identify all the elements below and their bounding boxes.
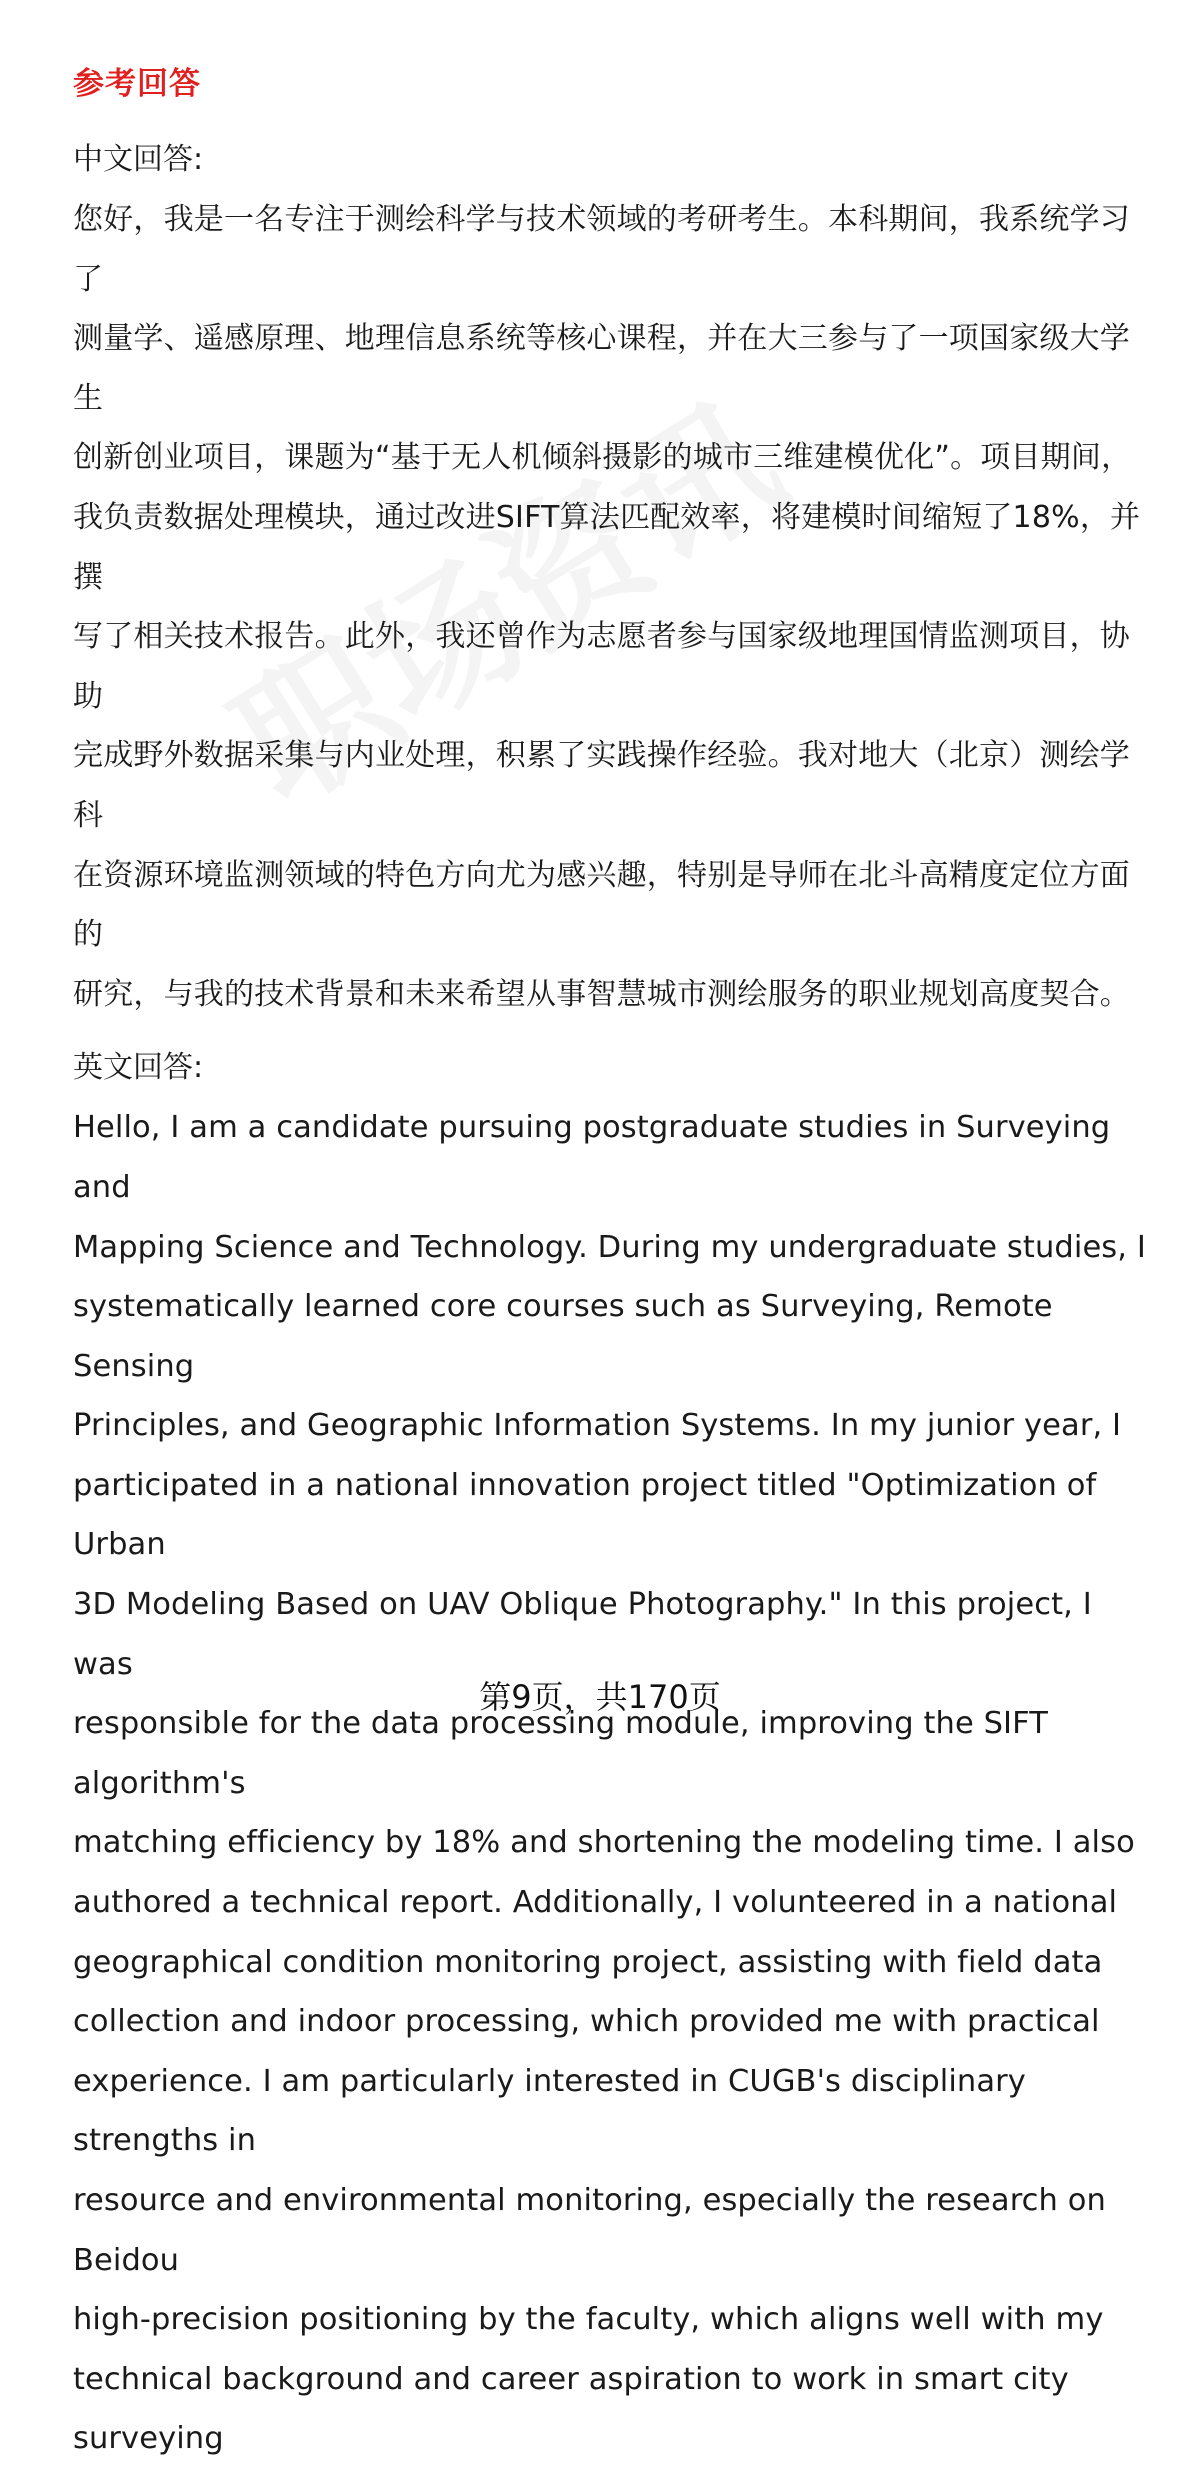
text-line: 在资源环境监测领域的特色方向尤为感兴趣，特别是导师在北斗高精度定位方面的 xyxy=(73,857,1130,953)
section-heading: 参考回答 xyxy=(73,66,201,102)
page-number: 第9页，共170页 xyxy=(479,1678,721,1716)
text-line: collection and indoor processing, which provided me with practical xyxy=(73,2004,1100,2040)
text-line: high-precision positioning by the faculty, which aligns well with my xyxy=(73,2302,1104,2338)
text-line: experience. I am particularly interested in CUGB's disciplinary strengths in xyxy=(73,2063,1026,2159)
text-line: 3D Modeling Based on UAV Oblique Photography." In this project, I was xyxy=(73,1587,1092,1682)
text-line: geographical condition monitoring project, assisting with field data xyxy=(73,1944,1103,1980)
english-answer-label: 英文回答: xyxy=(73,1050,204,1086)
text-line: Principles, and Geographic Information Systems. In my junior year, I xyxy=(73,1408,1122,1444)
text-line: 完成野外数据采集与内业处理，积累了实践操作经验。我对地大（北京）测绘学科 xyxy=(73,738,1130,833)
text-line: authored a technical report. Additionally, I volunteered in a national xyxy=(73,1885,1118,1921)
text-line: technical background and career aspiration to work in smart city surveying xyxy=(73,2361,1069,2457)
text-line: systematically learned core courses such as Surveying, Remote Sensing xyxy=(73,1289,1053,1384)
text-line: participated in a national innovation project titled "Optimization of Urban xyxy=(73,1467,1097,1563)
chinese-answer-label: 中文回答: xyxy=(73,142,204,177)
text-line: responsible for the data processing module, improving the SIFT algorithm's xyxy=(73,1706,1048,1801)
text-line: resource and environmental monitoring, especially the research on Beidou xyxy=(73,2183,1106,2278)
text-line: Mapping Science and Technology. During my undergraduate studies, I xyxy=(73,1229,1146,1265)
text-line: Hello, I am a candidate pursuing postgraduate studies in Surveying and xyxy=(73,1110,1111,1205)
chinese-answer-body xyxy=(73,190,1153,1024)
text-line: 我负责数据处理模块，通过改进SIFT算法匹配效率，将建模时间缩短了18%，并撰 xyxy=(73,499,1141,595)
text-line: 研究，与我的技术背景和未来希望从事智慧城市测绘服务的职业规划高度契合。 xyxy=(73,976,1130,1012)
english-answer-body xyxy=(73,1098,1153,2469)
text-line: matching efficiency by 18% and shortening the modeling time. I also xyxy=(73,1825,1135,1861)
text-line: 您好，我是一名专注于测绘科学与技术领域的考研考生。本科期间，我系统学习了 xyxy=(73,202,1130,297)
text-line: 创新创业项目，课题为“基于无人机倾斜摄影的城市三维建模优化”。项目期间， xyxy=(73,440,1132,476)
text-line: 测量学、遥感原理、地理信息系统等核心课程，并在大三参与了一项国家级大学生 xyxy=(73,321,1130,416)
text-line: 写了相关技术报告。此外，我还曾作为志愿者参与国家级地理国情监测项目，协助 xyxy=(73,619,1130,714)
answer-content xyxy=(73,130,1153,2469)
